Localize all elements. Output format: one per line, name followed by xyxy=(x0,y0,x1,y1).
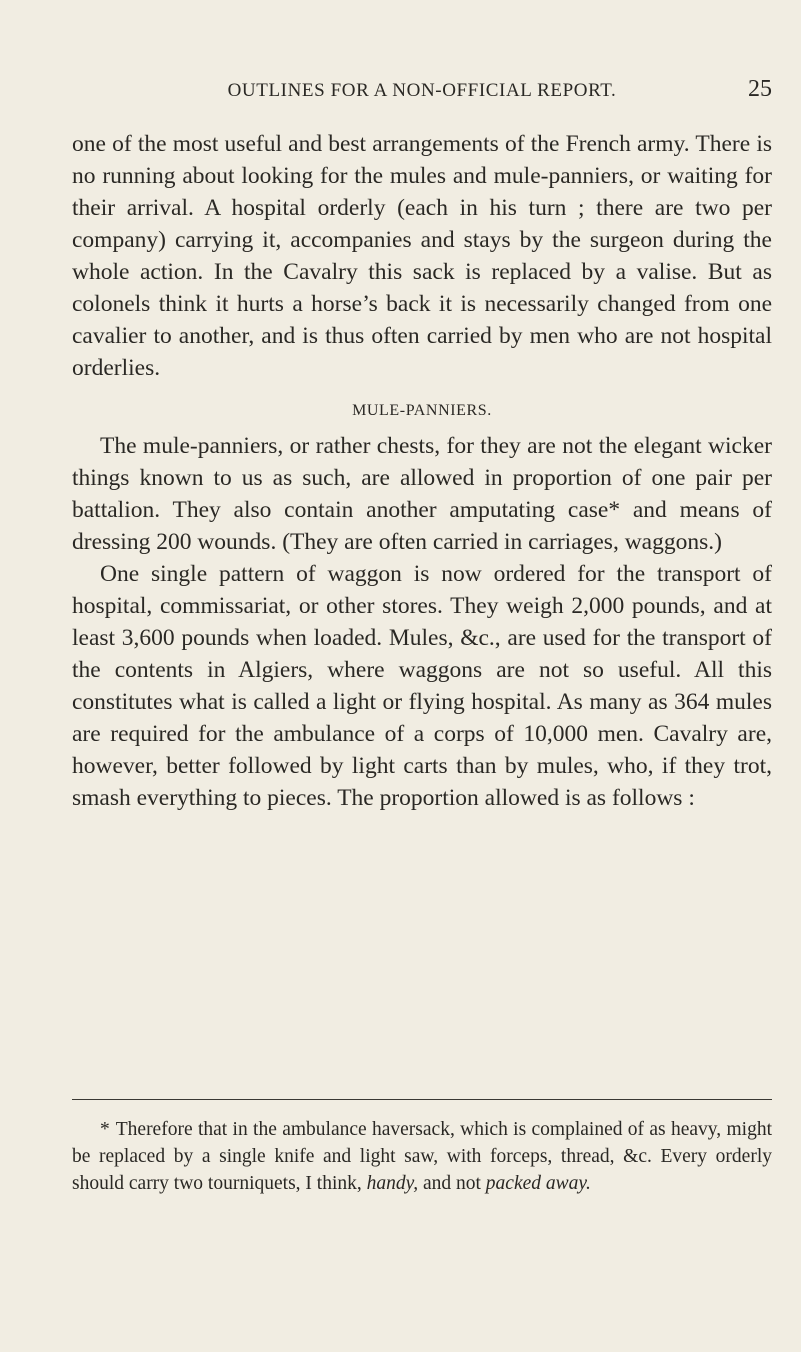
running-head-title: OUTLINES FOR A NON-OFFICIAL REPORT. xyxy=(227,80,617,101)
footnote-text xyxy=(72,1116,772,1197)
page-number: 25 xyxy=(748,76,772,102)
paragraph-2 xyxy=(72,430,772,558)
paragraph-3: One single pattern of waggon is now ordered for the transport of hospital, commissariat, or other stores. They weigh 2,000 pounds, and at least 3,600 pounds when loaded. Mules, &c., are used for the transport of the contents in Algiers, where waggons are not so useful. All this constitutes what is called a light or flying hospital. As many as 364 mules are required for the ambulance of a corps of 10,000 men. Cavalry are, however, better followed by light carts than by mules, who, if they trot, smash everything to pieces. The proportion allowed is as follows : xyxy=(72,561,772,811)
footnote xyxy=(72,1116,772,1197)
footnote-divider xyxy=(72,1099,772,1100)
footnote-body: Therefore that in the ambulance haversack, which is complained of as heavy, might be replaced by a single knife and light saw, with forceps, thread, &c. Every orderly should carry two tourniquets, I think, xyxy=(72,1119,772,1194)
footnote-reference: * xyxy=(608,497,621,523)
body-after-heading xyxy=(72,430,772,814)
paragraph-1-text: one of the most useful and best arrangements of the French army. There is no running about looking for the mules and mule-panniers, or waiting for their arrival. A hospital orderly (each in his turn ; there are two per company) carrying it, accompanies and stays by the surgeon during the whole action. In the Cavalry this sack is replaced by a valise. But as colonels think it hurts a horse’s back it is necessarily changed from one cavalier to another, and is thus often carried by men who are not hospital orderlies. xyxy=(72,131,772,381)
footnote-marker: * xyxy=(100,1119,110,1140)
footnote-emphasis-1: handy, xyxy=(366,1173,419,1194)
footnote-middle: and not xyxy=(418,1173,486,1194)
paragraph-2-text-continued: and means of dressing 200 wounds. (They are often carried in carriages, waggons.) xyxy=(72,497,772,555)
footnote-emphasis-2: packed away. xyxy=(485,1173,591,1194)
paragraph-2-text: The mule-panniers, or rather chests, for they are not the elegant wicker things known to us as such, are allowed in proportion of one pair per battalion. They also contain another amputating case xyxy=(72,433,772,523)
running-head xyxy=(72,76,772,110)
section-heading: MULE-PANNIERS. xyxy=(352,402,492,419)
paragraph-1 xyxy=(72,128,772,384)
